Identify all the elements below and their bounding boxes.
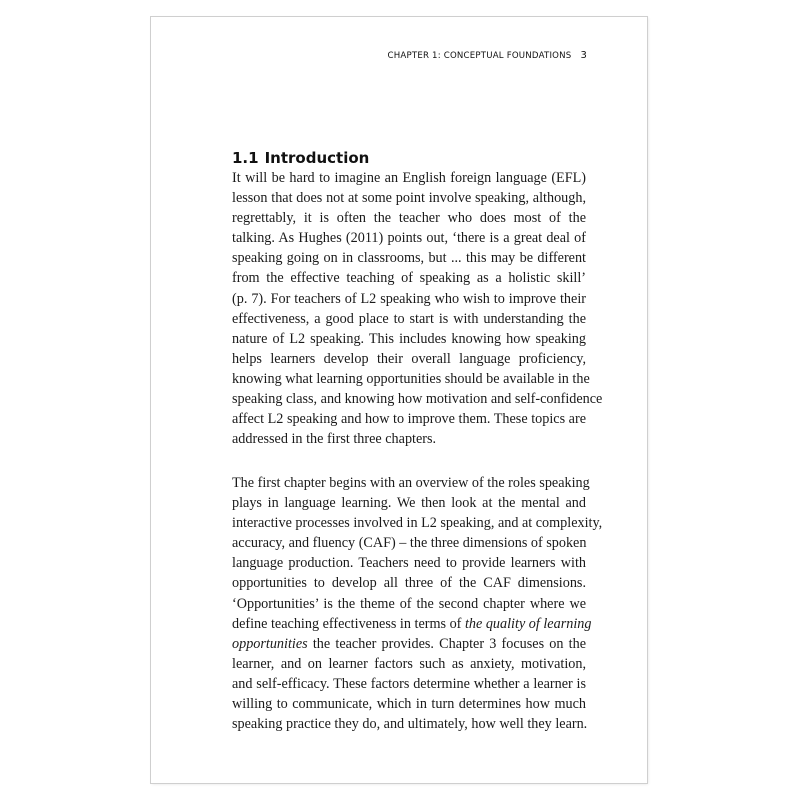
text-line: speaking going on in classrooms, but ... this may be different (232, 250, 586, 267)
text-line: (p. 7). For teachers of L2 speaking who wish to improve their (232, 290, 586, 307)
italic-phrase: opportunities (232, 635, 308, 652)
text-run: the teacher provides. Chapter 3 focuses on the (307, 635, 586, 652)
chapter-title: CHAPTER 1: CONCEPTUAL FOUNDATIONS (387, 51, 572, 61)
text-line (232, 614, 592, 634)
text-line: The first chapter begins with an overview of the roles speaking (232, 475, 590, 491)
text-line: affect L2 speaking and how to improve them. These topics are (232, 411, 586, 428)
text-line: interactive processes involved in L2 speaking, and at complexity, (232, 515, 603, 532)
text-line: learner, and on learner factors such as anxiety, motivation, (232, 655, 586, 672)
text-line: lesson that does not at some point involve speaking, although, (232, 190, 586, 207)
text-line: speaking class, and knowing how motivation and self-confidence (232, 391, 603, 408)
page-number: 3 (580, 50, 587, 61)
section-title: Introduction (264, 149, 370, 167)
text-line: knowing what learning opportunities should be available in the (232, 370, 590, 387)
text-line: and self-efficacy. These factors determine whether a learner is (232, 675, 586, 692)
paragraph-1 (232, 168, 603, 449)
italic-phrase: the quality of learning (464, 615, 592, 632)
text-line: ‘Opportunities’ is the theme of the second chapter where we (232, 595, 586, 612)
book-page (151, 17, 647, 783)
text-line: addressed in the first three chapters. (232, 431, 437, 448)
text-line: willing to communicate, which in turn determines how much (232, 696, 586, 713)
text-line: regrettably, it is often the teacher who does most of the (232, 210, 586, 227)
text-line: talking. As Hughes (2011) points out, ‘there is a great deal of (232, 230, 586, 247)
text-line: nature of L2 speaking. This includes knowing how speaking (232, 330, 586, 347)
text-line (232, 634, 586, 654)
paragraph-2 (232, 473, 603, 734)
text-line: plays in language learning. We then look at the mental and (232, 495, 586, 512)
text-run: define teaching effectiveness in terms of (232, 615, 465, 632)
text-line: It will be hard to imagine an English foreign language (EFL) (232, 170, 586, 186)
text-line: effectiveness, a good place to start is with understanding the (232, 310, 586, 327)
text-line: language production. Teachers need to provide learners with (232, 555, 586, 572)
text-line: from the effective teaching of speaking as a holistic skill’ (232, 270, 586, 287)
text-line: accuracy, and fluency (CAF) – the three dimensions of spoken (232, 535, 587, 552)
text-line: opportunities to develop all three of the CAF dimensions. (232, 575, 586, 592)
section-heading (232, 149, 369, 167)
text-line: helps learners develop their overall language proficiency, (232, 350, 586, 367)
running-head (388, 50, 587, 61)
section-number: 1.1 (232, 149, 259, 167)
text-line: speaking practice they do, and ultimately, how well they learn. (232, 716, 588, 733)
